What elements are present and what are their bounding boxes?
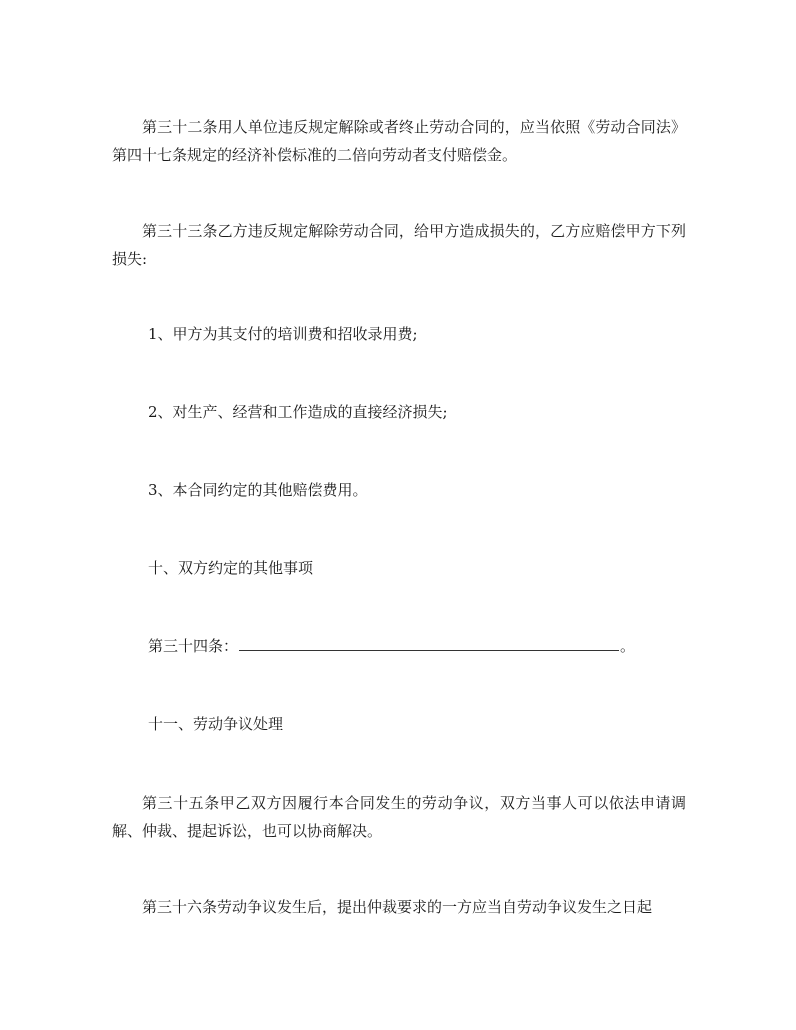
article-34-blank[interactable] [239,636,619,651]
loss-item-2: 2、对生产、经营和工作造成的直接经济损失; [148,403,448,421]
article-34-end: 。 [620,637,636,655]
section-11-heading: 十一、劳动争议处理 [148,715,284,733]
section-10-heading: 十、双方约定的其他事项 [148,559,314,577]
article-35-paragraph: 第三十五条甲乙双方因履行本合同发生的劳动争议，双方当事人可以依法申请调解、仲裁、提起诉讼，也可以协商解决。 [112,794,686,840]
article-34-label: 第三十四条： [148,637,239,655]
article-33-paragraph: 第三十三条乙方违反规定解除劳动合同，给甲方造成损失的，乙方应赔偿甲方下列损失: [112,222,686,268]
loss-item-3: 3、本合同约定的其他赔偿费用。 [148,481,368,499]
loss-item-1: 1、甲方为其支付的培训费和招收录用费; [148,325,418,343]
article-32-paragraph: 第三十二条用人单位违反规定解除或者终止劳动合同的，应当依照《劳动合同法》第四十七条规定的经济补偿标准的二倍向劳动者支付赔偿金。 [112,118,686,164]
article-34-line [148,632,635,660]
article-36-paragraph: 第三十六条劳动争议发生后，提出仲裁要求的一方应当自劳动争议发生之日起 [142,898,653,916]
